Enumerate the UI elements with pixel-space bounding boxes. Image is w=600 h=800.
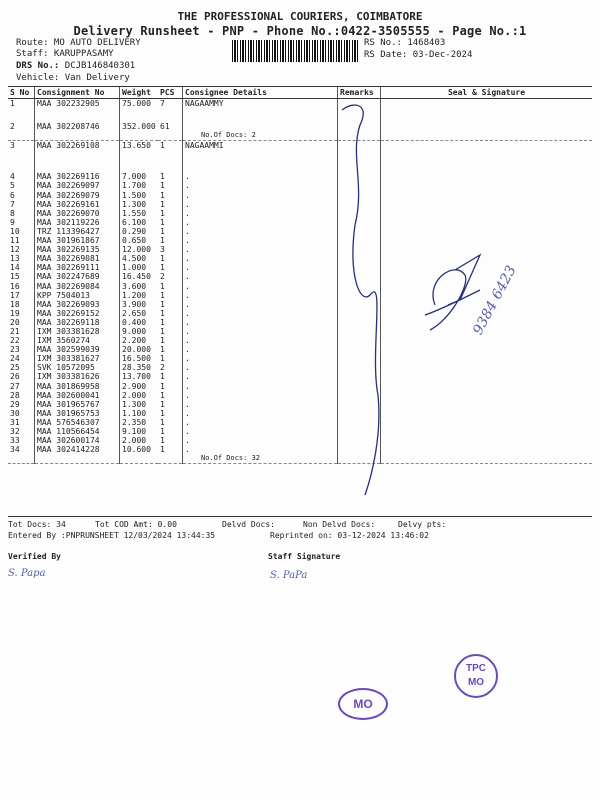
weight: 3.900 — [120, 300, 159, 309]
weight: 16.450 — [120, 272, 159, 281]
weight: 7.000 — [120, 172, 159, 181]
consignment-number: MAA 302269093 — [35, 300, 120, 309]
serial-number: 24 — [10, 354, 20, 364]
consignee-details: . — [183, 300, 338, 309]
col-weight: Weight — [120, 87, 159, 99]
serial-number: 7 — [10, 199, 15, 209]
weight: 1.300 — [120, 400, 159, 409]
empty-cell — [35, 150, 120, 172]
weight: 2.200 — [120, 336, 159, 345]
weight: 0.650 — [120, 236, 159, 245]
serial-number: 3 — [10, 141, 15, 151]
weight: 6.100 — [120, 218, 159, 227]
pieces: 1 — [160, 141, 165, 151]
col-pcs: PCS — [158, 87, 183, 99]
consignee-details: . — [183, 245, 338, 254]
consignment-number: MAA 576546307 — [35, 418, 120, 427]
serial-number: 22 — [10, 336, 20, 346]
weight: 10.600 — [120, 445, 159, 454]
consignee-details: NAGAAMMI — [183, 141, 338, 151]
consignee-details: . — [183, 191, 338, 200]
pieces: 1 — [160, 436, 165, 446]
pieces: 1 — [160, 299, 165, 309]
docs-count: No.Of Docs: 2 — [183, 131, 338, 141]
pieces: 1 — [160, 417, 165, 427]
reprinted-on: Reprinted on: 03-12-2024 13:46:02 — [270, 531, 429, 540]
pieces: 1 — [160, 372, 165, 382]
runsheet-title: Delivery Runsheet - PNP - Phone No.:0422-3505555 - Page No.:1 — [73, 24, 527, 38]
weight: 28.350 — [120, 363, 159, 372]
weight: 3.600 — [120, 282, 159, 291]
weight: 1.550 — [120, 209, 159, 218]
serial-number: 10 — [10, 226, 20, 236]
consignment-number: MAA 302119226 — [35, 218, 120, 227]
consignee-details: . — [183, 345, 338, 354]
pieces: 1 — [160, 354, 165, 364]
consignment-number: IXM 303381628 — [35, 327, 120, 336]
serial-number: 18 — [10, 299, 20, 309]
non-delivered-docs: Non Delvd Docs: — [303, 520, 376, 529]
serial-number: 11 — [10, 236, 20, 246]
serial-number: 17 — [10, 290, 20, 300]
weight: 2.000 — [120, 436, 159, 445]
weight: 9.100 — [120, 427, 159, 436]
tpc-stamp-bottom: MO — [467, 677, 485, 688]
weight: 0.290 — [120, 227, 159, 236]
col-consignment: Consignment No — [35, 87, 120, 99]
staff-signature-label: Staff Signature — [268, 552, 341, 561]
consignment-number: MAA 302247689 — [35, 272, 120, 281]
consignment-number: IXM 3560274 — [35, 336, 120, 345]
serial-number: 25 — [10, 363, 20, 373]
serial-number: 13 — [10, 254, 20, 264]
serial-number: 21 — [10, 326, 20, 336]
consignment-number: MAA 301961867 — [35, 236, 120, 245]
empty-cell — [35, 131, 120, 141]
pieces: 1 — [160, 308, 165, 318]
staff-signature: S. PaPa — [270, 570, 308, 581]
consignee-details: . — [183, 254, 338, 263]
consignee-details: . — [183, 372, 338, 381]
weight: 75.000 — [120, 99, 159, 109]
company-name: THE PROFESSIONAL COURIERS, COIMBATORE — [177, 10, 423, 23]
pieces: 2 — [160, 363, 165, 373]
empty-cell — [183, 108, 338, 122]
consignee-details: . — [183, 309, 338, 318]
serial-number: 31 — [10, 417, 20, 427]
weight: 0.400 — [120, 318, 159, 327]
serial-number: 29 — [10, 399, 20, 409]
pieces: 1 — [160, 326, 165, 336]
total-cod-amount: Tot COD Amt: 0.00 — [95, 520, 177, 529]
drs-number — [16, 61, 135, 71]
consignee-details: NAGAAMMY — [183, 99, 338, 109]
pieces: 1 — [160, 208, 165, 218]
consignee-details: . — [183, 263, 338, 272]
empty-cell — [120, 150, 159, 172]
consignment-number: MAA 110566454 — [35, 427, 120, 436]
pieces: 1 — [160, 254, 165, 264]
serial-number: 16 — [10, 281, 20, 291]
consignee-details: . — [183, 236, 338, 245]
consignee-details: . — [183, 218, 338, 227]
verified-by-label: Verified By — [8, 552, 61, 561]
pieces: 1 — [160, 336, 165, 346]
serial-number: 27 — [10, 381, 20, 391]
consignee-details: . — [183, 436, 338, 445]
serial-number: 32 — [10, 427, 20, 436]
serial-number: 34 — [10, 445, 20, 455]
col-remarks: Remarks — [338, 87, 381, 99]
serial-number: 19 — [10, 308, 20, 318]
pieces: 1 — [160, 181, 165, 191]
consignee-details: . — [183, 418, 338, 427]
serial-number: 12 — [10, 245, 20, 255]
consignment-number: MAA 302269118 — [35, 318, 120, 327]
consignee-details: . — [183, 336, 338, 345]
weight: 4.500 — [120, 254, 159, 263]
weight: 2.000 — [120, 391, 159, 400]
consignment-number: MAA 302269097 — [35, 181, 120, 190]
consignment-number: MAA 302269161 — [35, 200, 120, 209]
consignee-details: . — [183, 291, 338, 300]
empty-cell — [158, 150, 183, 172]
mo-stamp — [338, 688, 388, 720]
rs-date: RS Date: 03-Dec-2024 — [364, 50, 473, 60]
route-label: Route: MO AUTO DELIVERY — [16, 38, 141, 48]
mo-stamp-text: MO — [353, 697, 373, 711]
serial-number: 26 — [10, 372, 20, 382]
pieces: 1 — [160, 190, 165, 200]
consignee-details: . — [183, 427, 338, 436]
serial-number: 15 — [10, 272, 20, 282]
drs-label: DRS No.: — [16, 61, 60, 71]
consignment-number: MAA 302269135 — [35, 245, 120, 254]
consignee-details: . — [183, 209, 338, 218]
weight: 2.900 — [120, 382, 159, 391]
drs-value: DCJB146840301 — [64, 61, 136, 71]
serial-number: 30 — [10, 408, 20, 418]
consignee-details: . — [183, 272, 338, 281]
consignment-number: MAA 302269081 — [35, 254, 120, 263]
weight: 1.300 — [120, 200, 159, 209]
pieces: 1 — [160, 317, 165, 327]
pieces: 1 — [160, 427, 165, 436]
consignee-details: . — [183, 382, 338, 391]
consignment-number: MAA 302269079 — [35, 191, 120, 200]
consignment-number: MAA 302414228 — [35, 445, 120, 454]
consignment-number: MAA 302599039 — [35, 345, 120, 354]
empty-cell — [35, 108, 120, 122]
total-docs: Tot Docs: 34 — [8, 520, 66, 529]
empty-cell — [120, 108, 159, 122]
serial-number: 14 — [10, 263, 20, 273]
vehicle-label: Vehicle: Van Delivery — [16, 73, 130, 83]
empty-cell — [8, 108, 35, 122]
weight: 20.000 — [120, 345, 159, 354]
pieces: 1 — [160, 390, 165, 400]
pieces: 1 — [160, 345, 165, 355]
serial-number: 28 — [10, 390, 20, 400]
weight: 1.500 — [120, 191, 159, 200]
pieces: 1 — [160, 290, 165, 300]
empty-cell — [158, 454, 183, 464]
empty-cell — [8, 454, 35, 464]
consignment-number: SVK 10572095 — [35, 363, 120, 372]
consignment-number: MAA 301869958 — [35, 382, 120, 391]
verified-by-signature: S. Papa — [8, 568, 46, 579]
staff-label: Staff: KARUPPASAMY — [16, 49, 114, 59]
pieces: 1 — [160, 236, 165, 246]
consignment-number: MAA 302208746 — [35, 122, 120, 131]
serial-number: 20 — [10, 317, 20, 327]
pieces: 1 — [160, 199, 165, 209]
consignee-details: . — [183, 391, 338, 400]
consignment-number: MAA 302269111 — [35, 263, 120, 272]
delivered-docs: Delvd Docs: — [222, 520, 275, 529]
rs-number: RS No.: 1468403 — [364, 38, 446, 48]
empty-cell — [158, 108, 183, 122]
weight: 1.000 — [120, 263, 159, 272]
consignee-details: . — [183, 445, 338, 454]
weight: 1.100 — [120, 409, 159, 418]
serial-number: 5 — [10, 181, 15, 191]
serial-number: 6 — [10, 190, 15, 200]
consignee-details: . — [183, 363, 338, 372]
consignee-details: . — [183, 172, 338, 181]
empty-cell — [8, 131, 35, 141]
consignee-details: . — [183, 400, 338, 409]
empty-cell — [120, 131, 159, 141]
serial-number: 9 — [10, 217, 15, 227]
empty-cell — [183, 150, 338, 172]
handwritten-phone-note: 9384 6423 — [470, 263, 520, 338]
consignment-number: MAA 301965753 — [35, 409, 120, 418]
pieces: 1 — [160, 217, 165, 227]
weight: 12.000 — [120, 245, 159, 254]
pieces: 1 — [160, 445, 165, 455]
serial-number: 33 — [10, 436, 20, 446]
weight: 1.200 — [120, 291, 159, 300]
consignment-number: MAA 302269070 — [35, 209, 120, 218]
consignee-details: . — [183, 327, 338, 336]
weight: 16.500 — [120, 354, 159, 363]
barcode — [232, 40, 358, 62]
weight: 9.000 — [120, 327, 159, 336]
consignment-number: MAA 302269116 — [35, 172, 120, 181]
footer-divider — [8, 516, 592, 517]
consignee-details: . — [183, 409, 338, 418]
consignee-details: . — [183, 181, 338, 190]
weight: 2.650 — [120, 309, 159, 318]
consignment-number: MAA 301965767 — [35, 400, 120, 409]
pieces: 1 — [160, 263, 165, 273]
consignment-number: MAA 302269108 — [35, 141, 120, 151]
consignment-number: MAA 302600174 — [35, 436, 120, 445]
pieces: 1 — [160, 399, 165, 409]
consignment-number: IXM 303381626 — [35, 372, 120, 381]
consignment-number: MAA 302269084 — [35, 282, 120, 291]
serial-number: 1 — [10, 99, 15, 108]
tpc-stamp — [454, 654, 498, 698]
signature-scribble — [330, 95, 560, 505]
pieces: 3 — [160, 245, 165, 255]
pieces: 1 — [160, 408, 165, 418]
weight: 2.350 — [120, 418, 159, 427]
consignment-number: IXM 303381627 — [35, 354, 120, 363]
consignment-number: MAA 302269152 — [35, 309, 120, 318]
col-sno: S No — [8, 87, 35, 99]
serial-number: 23 — [10, 345, 20, 355]
weight: 352.000 — [120, 122, 159, 131]
pieces: 1 — [160, 172, 165, 182]
consignment-number: TRZ 113396427 — [35, 227, 120, 236]
consignee-details: . — [183, 318, 338, 327]
tpc-stamp-top: TPC — [466, 663, 486, 674]
consignment-number: MAA 302232905 — [35, 99, 120, 109]
delivery-points: Delvy pts: — [398, 520, 447, 529]
empty-cell — [35, 454, 120, 464]
weight: 13.700 — [120, 372, 159, 381]
pieces: 2 — [160, 272, 165, 282]
consignee-details: . — [183, 282, 338, 291]
empty-cell — [8, 150, 35, 172]
entered-by: Entered By :PNPRUNSHEET 12/03/2024 13:44:35 — [8, 531, 216, 540]
consignment-number: KPP 7504013 — [35, 291, 120, 300]
consignment-number: MAA 302600041 — [35, 391, 120, 400]
consignee-details: . — [183, 354, 338, 363]
docs-count: No.Of Docs: 32 — [183, 454, 338, 464]
pieces: 1 — [160, 281, 165, 291]
consignee-details: . — [183, 200, 338, 209]
empty-cell — [158, 131, 183, 141]
col-consignee: Consignee Details — [183, 87, 338, 99]
serial-number: 8 — [10, 208, 15, 218]
consignee-details — [183, 122, 338, 131]
weight: 1.700 — [120, 181, 159, 190]
weight: 13.650 — [120, 141, 159, 151]
col-seal-signature: Seal & Signature — [381, 87, 593, 99]
pieces: 61 — [160, 122, 170, 132]
empty-cell — [120, 454, 159, 464]
pieces: 1 — [160, 381, 165, 391]
pieces: 1 — [160, 226, 165, 236]
consignee-details: . — [183, 227, 338, 236]
serial-number: 2 — [10, 122, 15, 132]
pieces: 7 — [160, 99, 165, 108]
serial-number: 4 — [10, 172, 15, 182]
